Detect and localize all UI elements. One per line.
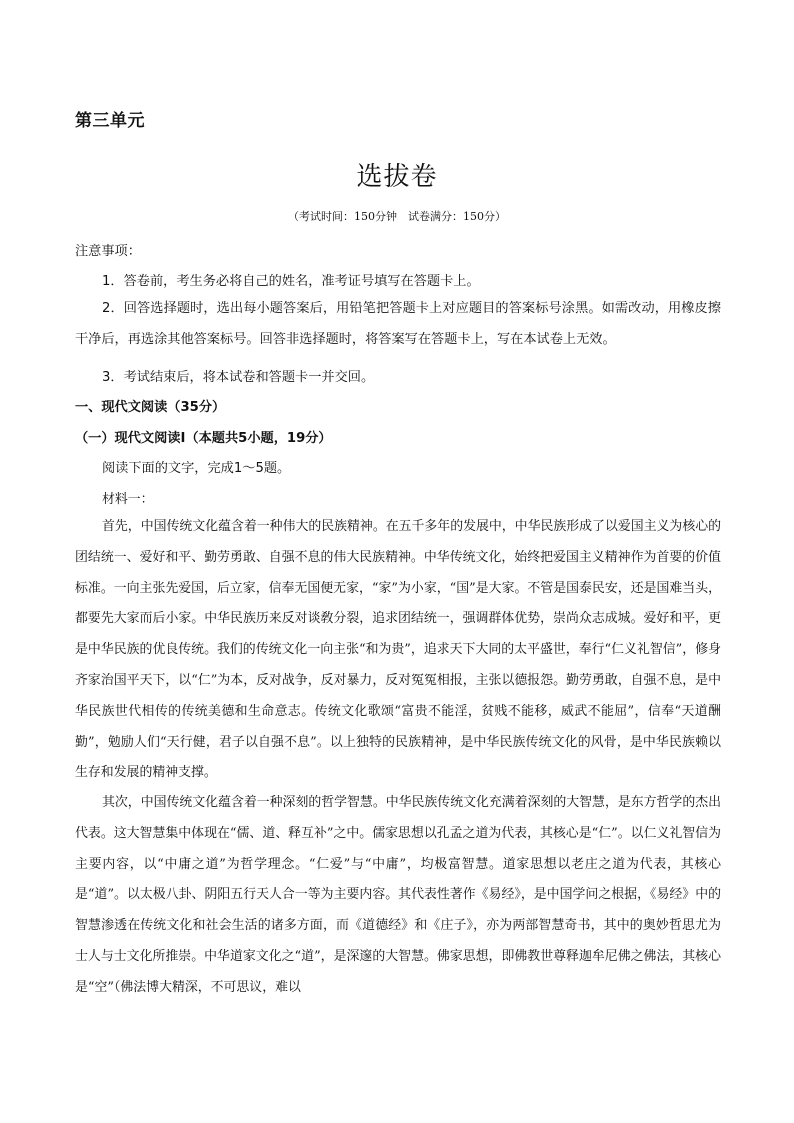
notice-item-2: 2．回答选择题时，选出每小题答案后，用铅笔把答题卡上对应题目的答案标号涂黑。如需改动，用橡皮擦干净后，再选涂其他答案标号。回答非选择题时，将答案写在答题卡上，写在本试卷上无效。 xyxy=(75,301,721,347)
notice-heading: 注意事项： xyxy=(75,244,141,259)
material-paragraph-1: 首先，中国传统文化蕴含着一种伟大的民族精神。在五千多年的发展中，中华民族形成了以爱国主义为核心的团结统一、爱好和平、勤劳勇敢、自强不息的伟大民族精神。中华传统文化，始终把爱国主义精神作为首要的价值标准。一向主张先爱国，后立家，信奉无国便无家，“家”为小家，“国”是大家。不管是国泰民安，还是国难当头，都要先大家而后小家。中华民族历来反对谈敎分裂，追求团结统一，强调群体优势，崇尚众志成城。爱好和平，更是中华民族的优良传统。我们的传统文化一向主张“和为贵”，追求天下大同的太平盛世，奉行“仁义礼智信”，修身齐家治国平天下，以“仁”为本，反对战争，反对暴力，反对冤冤相报，主张以德报怨。勤劳勇敢，自强不息，是中华民族世代相传的传统美德和生命意志。传统文化歌颂“富贵不能淫，贫贱不能移，威武不能屈”，信奉“天道酬勤”，勉励人们“天行健，君子以自强不息”。以上独特的民族精神，是中华民族传统文化的风骨，是中华民族赖以生存和发展的精神支撑。 xyxy=(75,519,721,781)
instruction-text: 阅读下面的文字，完成1～5题。 xyxy=(102,461,291,476)
unit-label: 第三单元 xyxy=(75,111,145,131)
notice-item-1: 1．答卷前，考生务必将自己的姓名，准考证号填写在答题卡上。 xyxy=(102,274,480,289)
page-title: 选拔卷 xyxy=(356,162,438,192)
exam-info: （考试时间：150分钟 试卷满分：150分） xyxy=(288,210,506,223)
notice-item-3: 3．考试结束后，将本试卷和答题卡一并交回。 xyxy=(102,370,375,385)
material-label: 材料一： xyxy=(102,492,154,507)
material-paragraph-2: 其次，中国传统文化蕴含着一种深刻的哲学智慧。中华民族传统文化充满着深刻的大智慧，是东方哲学的杰出代表。这大智慧集中体现在“儒、道、释互补”之中。儒家思想以孔孟之道为代表，其核心是“仁”。以仁义礼智信为主要内容，以“中庸之道”为哲学理念。“仁爱”与“中庸”，均极富智慧。道家思想以老庄之道为代表，其核心是“道”。以太极八卦、阴阳五行天人合一等为主要内容。其代表性著作《易经》，是中国学问之根据，《易经》中的智慧渗透在传统文化和社会生活的诸多方面，而《道德经》和《庄子》，亦为两部智慧奇书，其中的奥妙哲思尤为士人与士文化所推崇。中华道家文化之“道”，是深邃的大智慧。佛家思想，即佛教世尊释迦牟尼佛之佛法，其核心是“空”（佛法博大精深，不可思议，难以 xyxy=(75,795,721,995)
section-heading: 一、现代文阅读（35分） xyxy=(75,400,226,415)
subsection-heading: （一）现代文阅读Ⅰ（本题共5小题，19分） xyxy=(75,431,332,446)
